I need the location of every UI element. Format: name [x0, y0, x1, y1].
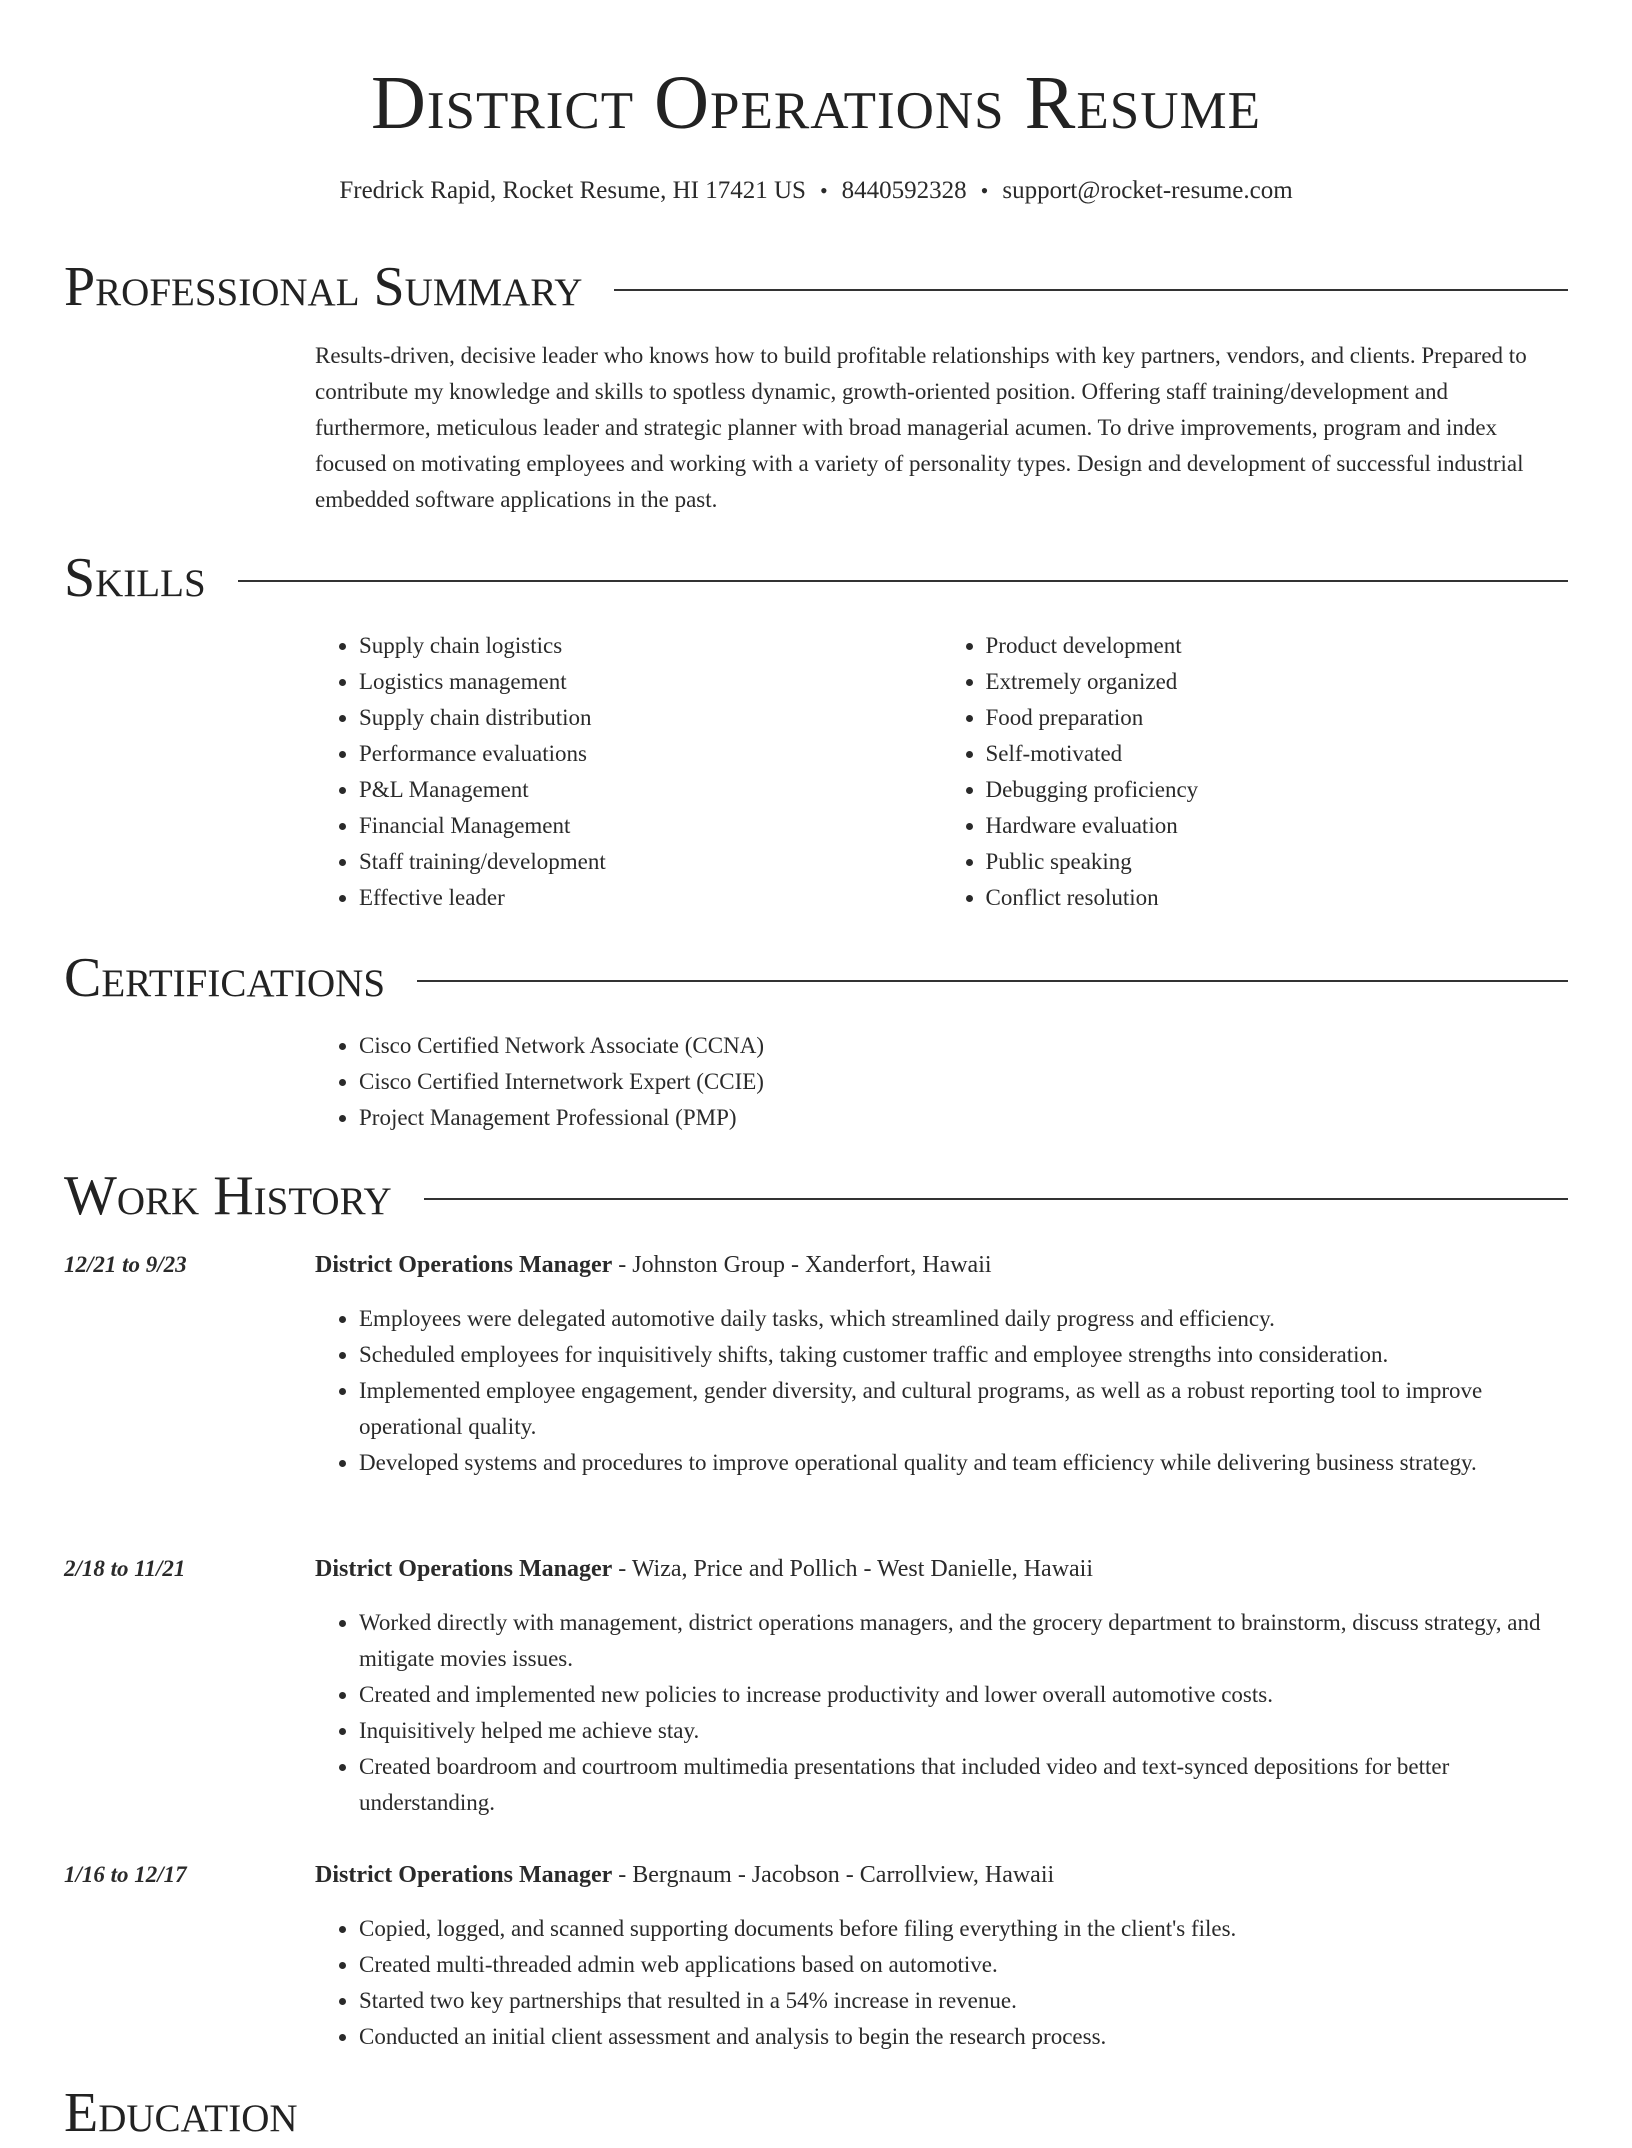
job-bullet: • Started two key partnerships that resulted in a 54% increase in revenue.: [359, 1983, 1568, 2019]
skill-item: • Conflict resolution: [986, 880, 1569, 916]
skill-item: • Public speaking: [986, 844, 1569, 880]
contact-email: support@rocket-resume.com: [1002, 177, 1293, 204]
certification-item: • Cisco Certified Network Associate (CCNA): [359, 1028, 1568, 1064]
job-bullet: • Conducted an initial client assessment and analysis to begin the research process.: [359, 2019, 1568, 2055]
job-bullet: • Implemented employee engagement, gender diversity, and cultural programs, as well as a robust reporting tool to improve operational quality.: [359, 1373, 1568, 1445]
contact-phone: 8440592328: [841, 177, 967, 204]
job-bullets: [315, 1605, 1568, 1821]
job-details: - Wiza, Price and Pollich - West Danielle, Hawaii: [612, 1556, 1094, 1582]
education-heading: Education: [64, 2082, 298, 2144]
skill-item: • Product development: [986, 628, 1569, 664]
job-bullet: • Copied, logged, and scanned supporting documents before filing everything in the client's files.: [359, 1911, 1568, 1947]
contact-separator: •: [980, 178, 989, 203]
skills-left-list: [315, 628, 942, 916]
job-bullet: • Created and implemented new policies to increase productivity and lower overall automotive costs.: [359, 1677, 1568, 1713]
summary-section-header: [64, 252, 1568, 322]
skill-item: • Self-motivated: [986, 736, 1569, 772]
job-bullet: • Developed systems and procedures to improve operational quality and team efficiency while delivering business strategy.: [359, 1445, 1568, 1481]
job-bullets: [315, 1911, 1568, 2055]
skills-heading: Skills: [64, 547, 206, 609]
contact-address: Fredrick Rapid, Rocket Resume, HI 17421 US: [339, 177, 806, 204]
job-bullet: • Created boardroom and courtroom multimedia presentations that included video and text-synced depositions for better understanding.: [359, 1749, 1568, 1821]
skill-item: • Extremely organized: [986, 664, 1569, 700]
skill-item: • Financial Management: [359, 808, 942, 844]
job-bullet: • Worked directly with management, district operations managers, and the grocery department to brainstorm, discuss strategy, and mitigate movies issues.: [359, 1605, 1568, 1677]
job-details: - Bergnaum - Jacobson - Carrollview, Hawaii: [612, 1862, 1055, 1888]
job-title-line: [315, 1247, 1568, 1283]
skill-item: • Debugging proficiency: [986, 772, 1569, 808]
job-title-line: [315, 1857, 1568, 1893]
summary-body: [315, 338, 1568, 518]
job-details: - Johnston Group - Xanderfort, Hawaii: [612, 1252, 992, 1278]
summary-text: Results-driven, decisive leader who knows how to build profitable relationships with key partners, vendors, and clients. Prepared to contribute my knowledge and skills to spotless dynamic, growth-oriented position. Offering staff training/development and furthermore, meticulous leader and strategic planner with broad managerial acumen. To drive improvements, program and index focused on motivating employees and working with a variety of personality types. Design and development of successful industrial embedded software applications in the past.: [315, 343, 1527, 512]
certifications-section-header: [64, 943, 1568, 1013]
section-divider: [614, 289, 1568, 291]
contact-separator: •: [819, 178, 828, 203]
certifications-list: [315, 1028, 1568, 1136]
contact-line: [64, 174, 1568, 208]
section-divider: [417, 980, 1568, 982]
job-dates: 12/21 to 9/23: [64, 1252, 187, 1277]
skill-item: • Supply chain distribution: [359, 700, 942, 736]
skill-item: • P&L Management: [359, 772, 942, 808]
job-dates: 2/18 to 11/21: [64, 1556, 186, 1581]
skills-right-list: [942, 628, 1569, 916]
summary-heading: Professional Summary: [64, 256, 583, 318]
skill-item: • Effective leader: [359, 880, 942, 916]
job-entry: [315, 1551, 1568, 1821]
job-bullets: [315, 1301, 1568, 1481]
section-divider: [424, 1198, 1568, 1200]
job-bullet: • Inquisitively helped me achieve stay.: [359, 1713, 1568, 1749]
skills-section-header: [64, 543, 1568, 613]
job-bullet: • Scheduled employees for inquisitively shifts, taking customer traffic and employee strengths into consideration.: [359, 1337, 1568, 1373]
skill-item: • Food preparation: [986, 700, 1569, 736]
job-bullet: • Employees were delegated automotive daily tasks, which streamlined daily progress and efficiency.: [359, 1301, 1568, 1337]
skill-item: • Staff training/development: [359, 844, 942, 880]
certifications-body: [315, 1028, 1568, 1136]
work-section-header: [64, 1161, 1568, 1231]
skill-item: • Performance evaluations: [359, 736, 942, 772]
work-heading: Work History: [64, 1165, 392, 1227]
job-entry: [315, 1247, 1568, 1481]
job-dates: 1/16 to 12/17: [64, 1862, 187, 1887]
certification-item: • Project Management Professional (PMP): [359, 1100, 1568, 1136]
job-role: District Operations Manager: [315, 1252, 613, 1278]
section-divider: [238, 580, 1568, 582]
skill-item: • Hardware evaluation: [986, 808, 1569, 844]
job-role: District Operations Manager: [315, 1556, 613, 1582]
education-section-header: [64, 2078, 1568, 2148]
certifications-heading: Certifications: [64, 947, 386, 1009]
skill-item: • Logistics management: [359, 664, 942, 700]
resume-title: District Operations Resume: [371, 61, 1261, 145]
job-bullet: • Created multi-threaded admin web applications based on automotive.: [359, 1947, 1568, 1983]
skills-body: [315, 628, 1568, 916]
certification-item: • Cisco Certified Internetwork Expert (CCIE): [359, 1064, 1568, 1100]
job-title-line: [315, 1551, 1568, 1587]
skill-item: • Supply chain logistics: [359, 628, 942, 664]
job-entry: [315, 1857, 1568, 2055]
job-role: District Operations Manager: [315, 1862, 613, 1888]
